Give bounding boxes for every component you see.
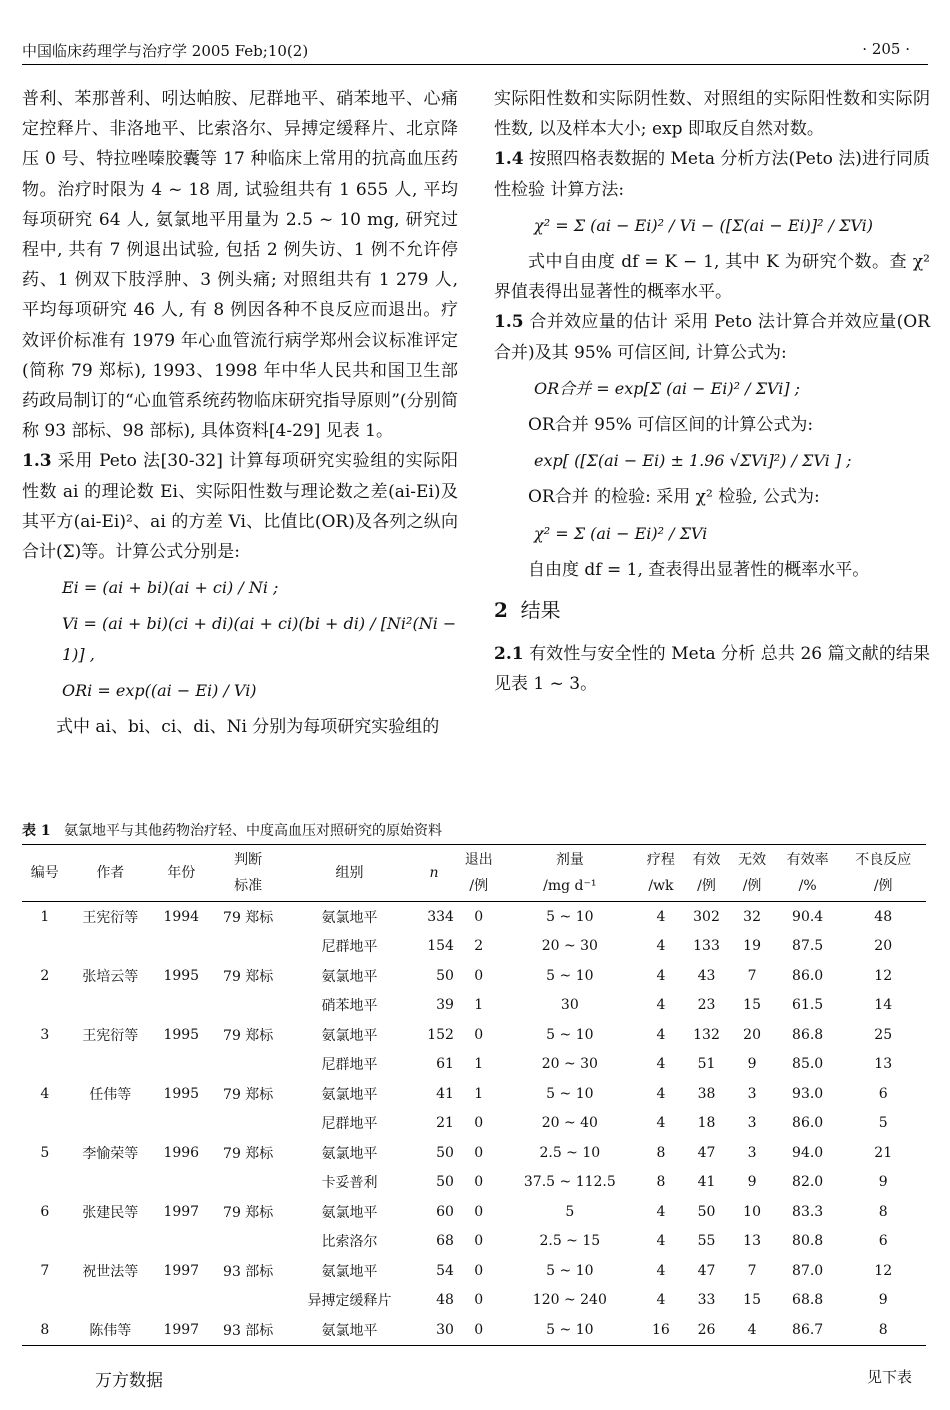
table-cell: 93.0	[792, 1085, 824, 1102]
table-cell	[22, 1109, 68, 1139]
table-cell: 0	[474, 1174, 484, 1191]
table-header-cell: 疗程 /wk	[638, 845, 684, 902]
table-row	[22, 1286, 926, 1316]
table-cell: 68	[436, 1233, 454, 1250]
table-cell: 9	[878, 1292, 888, 1309]
table-cell: 8	[656, 1144, 666, 1161]
table-header-row	[22, 845, 926, 902]
table-cell: 86.0	[792, 967, 824, 984]
table-cell: 54	[436, 1262, 454, 1279]
footer-continued: 见下表	[866, 1368, 912, 1386]
table-cell: 1995	[163, 1085, 200, 1102]
table-cell: 1997	[163, 1262, 200, 1279]
table-cell: 12	[874, 967, 893, 984]
table-cell	[68, 1286, 153, 1316]
table-cell: 2	[40, 967, 50, 984]
table-cell: 9	[878, 1174, 888, 1191]
table-cell: 3	[747, 1115, 757, 1132]
table-row	[22, 1168, 926, 1198]
table-cell: 4	[656, 1292, 666, 1309]
table-cell: 8	[22, 1315, 68, 1345]
table-cell: 4	[656, 997, 666, 1014]
table-cell: 1997	[153, 1315, 209, 1345]
table-cell: 48	[874, 908, 893, 925]
formula-Ei: Ei = (ai + bi)(ai + ci) / Ni ;	[62, 578, 279, 598]
table-cell	[68, 932, 153, 962]
table-header-cell: 有效 /例	[684, 845, 730, 902]
table-cell	[22, 1286, 68, 1316]
table-cell: 0	[474, 1262, 484, 1279]
table-cell: 王宪衍等	[82, 1027, 139, 1044]
table-cell: 30	[412, 1315, 456, 1345]
table-cell: 133	[693, 938, 720, 955]
table-cell: 氨氯地平	[321, 1027, 378, 1044]
table-cell	[153, 991, 209, 1021]
right-column	[494, 84, 930, 700]
table-cell: 41	[697, 1174, 716, 1191]
body-paragraph: 式中 ai、bi、ci、di、Ni 分别为每项研究实验组的	[56, 717, 440, 738]
table-cell	[22, 932, 68, 962]
table-cell: 8	[656, 1174, 666, 1191]
table-cell: 0	[474, 908, 484, 925]
table-header-cell: 编号	[22, 845, 68, 902]
table-cell: 15	[743, 997, 761, 1014]
section-text: 按照四格表数据的 Meta 分析方法(Peto 法)进行同质性检验 计算方法:	[494, 149, 930, 200]
table-cell: 68.8	[792, 1292, 824, 1309]
body-paragraph: 普利、苯那普利、吲达帕胺、尼群地平、硝苯地平、心痛定控释片、非洛地平、比索洛尔、异搏定缓释片、北京降压 0 号、特拉唑嗪胶囊等 17 种临床上常用的抗高血压药物。治疗时限为 4 ~ 18 周, 试验组共有 1 655 人, 平均每项研究 64 人, 氨氯地平用量为 2.5 ~ 10 mg, 研究过程中, 共有 7 例退出试验, 包括 2 例失访、1 例不允许停药、1 例双下肢浮肿、3 例头痛; 对照组共有 1 279 人, 平均每项研究 46 人, 有 8 例因各种不良反应而退出。疗效评价标准有 1979 年心血管流行病学郑州会议标准评定(简称 79 郑标), 1993、1998 年中华人民共和国卫生部药政局制订的“心血管系统药物临床研究指导原则”(分别简称 93 部标、98 部标), 具体资料[4-29] 见表 1。	[22, 89, 458, 442]
table-cell	[153, 1050, 209, 1080]
table-cell: 61.5	[792, 997, 824, 1014]
table-cell: 79 郑标	[223, 1086, 274, 1103]
table-cell: 5 ~ 10	[546, 908, 594, 925]
table-cell: 4	[656, 1115, 666, 1132]
table-row	[22, 1227, 926, 1257]
table-header-cell: 退出 /例	[456, 845, 502, 902]
table-caption	[22, 820, 442, 840]
table-cell: 55	[697, 1233, 716, 1250]
section-number: 1.4	[494, 149, 524, 170]
table-cell: 5	[565, 1203, 575, 1220]
table-cell: 4	[656, 1085, 666, 1102]
formula-ORi: ORi = exp((ai − Ei) / Vi)	[62, 680, 257, 700]
table-cell: 82.0	[792, 1174, 824, 1191]
table-cell: 3	[747, 1085, 757, 1102]
table-cell: 5	[40, 1144, 50, 1161]
table-cell: 47	[697, 1262, 716, 1279]
formula-confidence-interval: exp[ ([Σ(ai − Ei) ± 1.96 √ΣVi]²) / ΣVi ] ;	[534, 451, 852, 471]
table-cell: 张建民等	[82, 1204, 139, 1221]
table-cell: 21	[874, 1144, 893, 1161]
table-cell: 王宪衍等	[82, 909, 139, 926]
table-cell: 13	[874, 1056, 893, 1073]
footer-watermark: 万方数据	[95, 1371, 163, 1391]
table-cell	[210, 1227, 287, 1257]
table-cell: 302	[693, 908, 720, 925]
table-cell: 50	[436, 967, 454, 984]
table-cell	[22, 1168, 68, 1198]
formula-Vi: Vi = (ai + bi)(ci + di)(ai + ci)(bi + di) / [Ni²(Ni − 1)] ,	[62, 614, 457, 664]
table-cell: 0	[474, 1026, 484, 1043]
table-cell: 1	[474, 1056, 484, 1073]
table-cell: 4	[656, 1056, 666, 1073]
section-number: 2.1	[494, 644, 524, 665]
table-cell	[210, 991, 287, 1021]
table-header-cell: 无效 /例	[729, 845, 775, 902]
table-cell: 87.5	[792, 938, 824, 955]
table-cell: 15	[743, 1292, 761, 1309]
journal-header: 中国临床药理学与治疗学 2005 Feb;10(2)	[22, 42, 309, 60]
table-cell: 30	[560, 997, 579, 1014]
table-cell	[68, 1050, 153, 1080]
table-cell	[210, 932, 287, 962]
table-cell: 4	[729, 1315, 775, 1345]
table-header-cell: 组别	[287, 845, 412, 902]
section-number: 1.3	[22, 451, 52, 472]
section-2-1	[494, 639, 930, 699]
table-cell	[153, 1109, 209, 1139]
table-cell: 氨氯地平	[321, 909, 378, 926]
table-cell: 47	[697, 1144, 716, 1161]
table-cell: 4	[656, 1262, 666, 1279]
table-cell: 94.0	[792, 1144, 824, 1161]
table-cell	[68, 991, 153, 1021]
table-cell: 4	[656, 938, 666, 955]
table-cell: 20	[874, 938, 893, 955]
table-cell: 1994	[163, 908, 200, 925]
table-cell: 张培云等	[82, 968, 139, 985]
body-paragraph: OR合并 的检验: 采用 χ² 检验, 公式为:	[528, 487, 820, 508]
table-row	[22, 961, 926, 991]
table-cell: 8	[878, 1203, 888, 1220]
table-cell: 5 ~ 10	[546, 1262, 594, 1279]
table-cell: 7	[40, 1262, 50, 1279]
table-cell: 0	[474, 1115, 484, 1132]
table-cell: 43	[697, 967, 716, 984]
table-cell: 7	[747, 967, 757, 984]
table-cell: 13	[743, 1233, 761, 1250]
table-cell: 1	[40, 908, 50, 925]
table-cell: 0	[456, 1315, 502, 1345]
table-cell: 18	[697, 1115, 716, 1132]
table-cell: 0	[474, 1144, 484, 1161]
section-number: 1.5	[494, 312, 524, 333]
table-cell: 氨氯地平	[287, 1315, 412, 1345]
table-row	[22, 1138, 926, 1168]
table-cell: 3	[40, 1026, 50, 1043]
table-cell: 9	[747, 1056, 757, 1073]
table-cell: 5	[878, 1115, 888, 1132]
body-paragraph: 式中自由度 df = K − 1, 其中 K 为研究个数。查 χ² 界值表得出显著性的概率水平。	[494, 252, 930, 303]
table-cell: 86.8	[792, 1026, 824, 1043]
table-cell	[68, 1227, 153, 1257]
table-row	[22, 1315, 926, 1345]
body-paragraph: OR合并 95% 可信区间的计算公式为:	[528, 415, 814, 436]
table-header-cell: n	[412, 845, 456, 902]
table-cell: 38	[697, 1085, 716, 1102]
data-table	[22, 844, 926, 1346]
left-column	[22, 84, 458, 742]
table-cell: 4	[656, 1233, 666, 1250]
table-cell: 26	[684, 1315, 730, 1345]
table-cell: 3	[747, 1144, 757, 1161]
table-cell: 1995	[163, 1026, 200, 1043]
table-cell: 尼群地平	[321, 1116, 378, 1133]
table-cell	[22, 1227, 68, 1257]
table-cell	[210, 1168, 287, 1198]
table-header-cell: 不良反应 /例	[840, 845, 926, 902]
table-cell: 10	[743, 1203, 761, 1220]
table-cell: 2.5 ~ 10	[539, 1144, 601, 1161]
table-cell: 152	[427, 1026, 454, 1043]
section-text: 合并效应量的估计 采用 Peto 法计算合并效应量(OR合并)及其 95% 可信区间, 计算公式为:	[494, 312, 931, 363]
table-cell: 33	[697, 1292, 716, 1309]
table-cell: 4	[656, 908, 666, 925]
table-cell: 48	[436, 1292, 454, 1309]
section-1-3	[22, 446, 458, 567]
section-text: 采用 Peto 法[30-32] 计算每项研究实验组的实际阳性数 ai 的理论数 Ei、实际阳性数与理论数之差(ai-Ei)及其平方(ai-Ei)²、ai 的方差 Vi、比值比(OR)及各列之纵向合计(Σ)等。计算公式分别是:	[22, 451, 458, 563]
table-cell: 79 郑标	[223, 1027, 274, 1044]
section-1-5	[494, 307, 930, 367]
body-paragraph: 自由度 df = 1, 查表得出显著性的概率水平。	[528, 559, 870, 580]
table-cell: 5 ~ 10	[546, 1026, 594, 1043]
table-cell: 1997	[163, 1203, 200, 1220]
table-cell: 12	[874, 1262, 893, 1279]
table-cell: 39	[436, 997, 454, 1014]
table-row	[22, 1109, 926, 1139]
table-cell: 120 ~ 240	[532, 1292, 607, 1309]
table-cell: 0	[474, 1233, 484, 1250]
table-cell: 79 郑标	[223, 968, 274, 985]
table-cell: 氨氯地平	[321, 1086, 378, 1103]
formula-chi-square-heterogeneity: χ² = Σ (ai − Ei)² / Vi − ([Σ(ai − Ei)]² / ΣVi)	[534, 215, 874, 235]
table-cell: 20 ~ 40	[541, 1115, 598, 1132]
table-cell: 卡妥普利	[321, 1175, 378, 1192]
table-cell: 87.0	[792, 1262, 824, 1279]
table-header-cell: 判断 标准	[210, 845, 287, 902]
table-cell: 2	[474, 938, 484, 955]
table-cell: 23	[697, 997, 716, 1014]
body-paragraph: 实际阳性数和实际阴性数、对照组的实际阳性数和实际阴性数, 以及样本大小; exp 即取反自然对数。	[494, 89, 930, 140]
formula-or-pooled: OR合并 = exp[Σ (ai − Ei)² / ΣVi] ;	[534, 378, 801, 398]
section-2-heading	[494, 595, 930, 625]
table-cell: 93 部标	[210, 1315, 287, 1345]
table-row	[22, 932, 926, 962]
table-cell: 79 郑标	[223, 909, 274, 926]
table-cell: 5 ~ 10	[546, 967, 594, 984]
table-cell: 6	[878, 1233, 888, 1250]
table-cell: 50	[436, 1144, 454, 1161]
table-cell: 21	[436, 1115, 454, 1132]
table-cell: 50	[697, 1203, 716, 1220]
table-cell: 37.5 ~ 112.5	[523, 1174, 616, 1191]
table-cell: 32	[743, 908, 761, 925]
table-row	[22, 1079, 926, 1109]
formula-chi-square-test: χ² = Σ (ai − Ei)² / ΣVi	[534, 523, 708, 543]
table-cell: 尼群地平	[321, 939, 378, 956]
table-cell: 20 ~ 30	[541, 1056, 598, 1073]
table-cell: 异搏定缓释片	[307, 1293, 392, 1310]
table-cell: 61	[436, 1056, 454, 1073]
table-cell: 6	[40, 1203, 50, 1220]
table-cell: 80.8	[792, 1233, 824, 1250]
table-cell: 氨氯地平	[321, 1204, 378, 1221]
table-cell: 氨氯地平	[321, 968, 378, 985]
section-number: 2	[494, 598, 508, 623]
table-cell: 0	[474, 1292, 484, 1309]
table-header-cell: 作者	[68, 845, 153, 902]
table-row	[22, 1197, 926, 1227]
table-cell: 83.3	[792, 1203, 824, 1220]
table-cell: 4	[656, 1203, 666, 1220]
table-cell: 86.0	[792, 1115, 824, 1132]
header-rule	[22, 64, 928, 65]
table-cell: 氨氯地平	[321, 1145, 378, 1162]
table-cell: 比索洛尔	[321, 1234, 378, 1251]
table-cell: 79 郑标	[223, 1145, 274, 1162]
table-cell: 9	[747, 1174, 757, 1191]
table-cell: 19	[743, 938, 761, 955]
table-cell: 6	[878, 1085, 888, 1102]
table-cell: 85.0	[792, 1056, 824, 1073]
table-cell: 4	[656, 1026, 666, 1043]
table-cell	[153, 1227, 209, 1257]
table-cell	[153, 1286, 209, 1316]
table-cell: 5 ~ 10	[546, 1085, 594, 1102]
table-cell	[22, 1050, 68, 1080]
table-cell: 1	[474, 1085, 484, 1102]
table-row	[22, 902, 926, 932]
table-cell: 7	[747, 1262, 757, 1279]
table-cell	[210, 1050, 287, 1080]
table-cell: 李愉荣等	[82, 1145, 139, 1162]
table-cell: 51	[697, 1056, 716, 1073]
table-cell: 132	[693, 1026, 720, 1043]
page-number: · 205 ·	[862, 40, 910, 58]
table-cell	[210, 1286, 287, 1316]
table-cell: 1	[474, 997, 484, 1014]
table-header-cell: 剂量 /mg d⁻¹	[502, 845, 639, 902]
table-cell: 1995	[163, 967, 200, 984]
table-cell: 41	[436, 1085, 454, 1102]
table-row	[22, 991, 926, 1021]
table-cell: 尼群地平	[321, 1057, 378, 1074]
section-text: 有效性与安全性的 Meta 分析 总共 26 篇文献的结果见表 1 ~ 3。	[494, 644, 931, 695]
table-cell: 20	[743, 1026, 761, 1043]
table-cell: 4	[40, 1085, 50, 1102]
table-body	[22, 902, 926, 1346]
table-header-cell: 有效率 /%	[775, 845, 841, 902]
table-cell: 1996	[163, 1144, 200, 1161]
table-cell: 334	[427, 908, 454, 925]
table-cell: 任伟等	[89, 1086, 132, 1103]
table-cell: 20 ~ 30	[541, 938, 598, 955]
table-cell: 0	[474, 1203, 484, 1220]
table-cell: 16	[638, 1315, 684, 1345]
table-cell: 25	[874, 1026, 893, 1043]
table-cell	[210, 1109, 287, 1139]
table-cell	[153, 1168, 209, 1198]
table-cell	[22, 991, 68, 1021]
table-cell: 祝世法等	[82, 1263, 139, 1280]
table-cell: 79 郑标	[223, 1204, 274, 1221]
table-cell: 氨氯地平	[321, 1263, 378, 1280]
table-row	[22, 1050, 926, 1080]
table-row	[22, 1256, 926, 1286]
section-title: 结果	[520, 598, 561, 623]
table-cell: 50	[436, 1174, 454, 1191]
table-cell: 90.4	[792, 908, 824, 925]
table-cell	[68, 1109, 153, 1139]
table-cell: 4	[656, 967, 666, 984]
table-cell: 86.7	[775, 1315, 841, 1345]
section-1-4	[494, 144, 930, 204]
table-cell: 93 部标	[223, 1263, 274, 1280]
table-cell: 154	[427, 938, 454, 955]
table-cell: 8	[840, 1315, 926, 1345]
table-cell: 陈伟等	[68, 1315, 153, 1345]
table-cell: 14	[874, 997, 893, 1014]
table-header-cell: 年份	[153, 845, 209, 902]
table-cell: 2.5 ~ 15	[539, 1233, 601, 1250]
table-cell: 5 ~ 10	[502, 1315, 639, 1345]
table-cell	[153, 932, 209, 962]
table-cell: 60	[436, 1203, 454, 1220]
table-title: 氨氯地平与其他药物治疗轻、中度高血压对照研究的原始资料	[63, 823, 442, 839]
table-row	[22, 1020, 926, 1050]
table-number: 表 1	[22, 823, 51, 839]
table-cell: 0	[474, 967, 484, 984]
table-cell	[68, 1168, 153, 1198]
table-cell: 硝苯地平	[321, 998, 378, 1015]
